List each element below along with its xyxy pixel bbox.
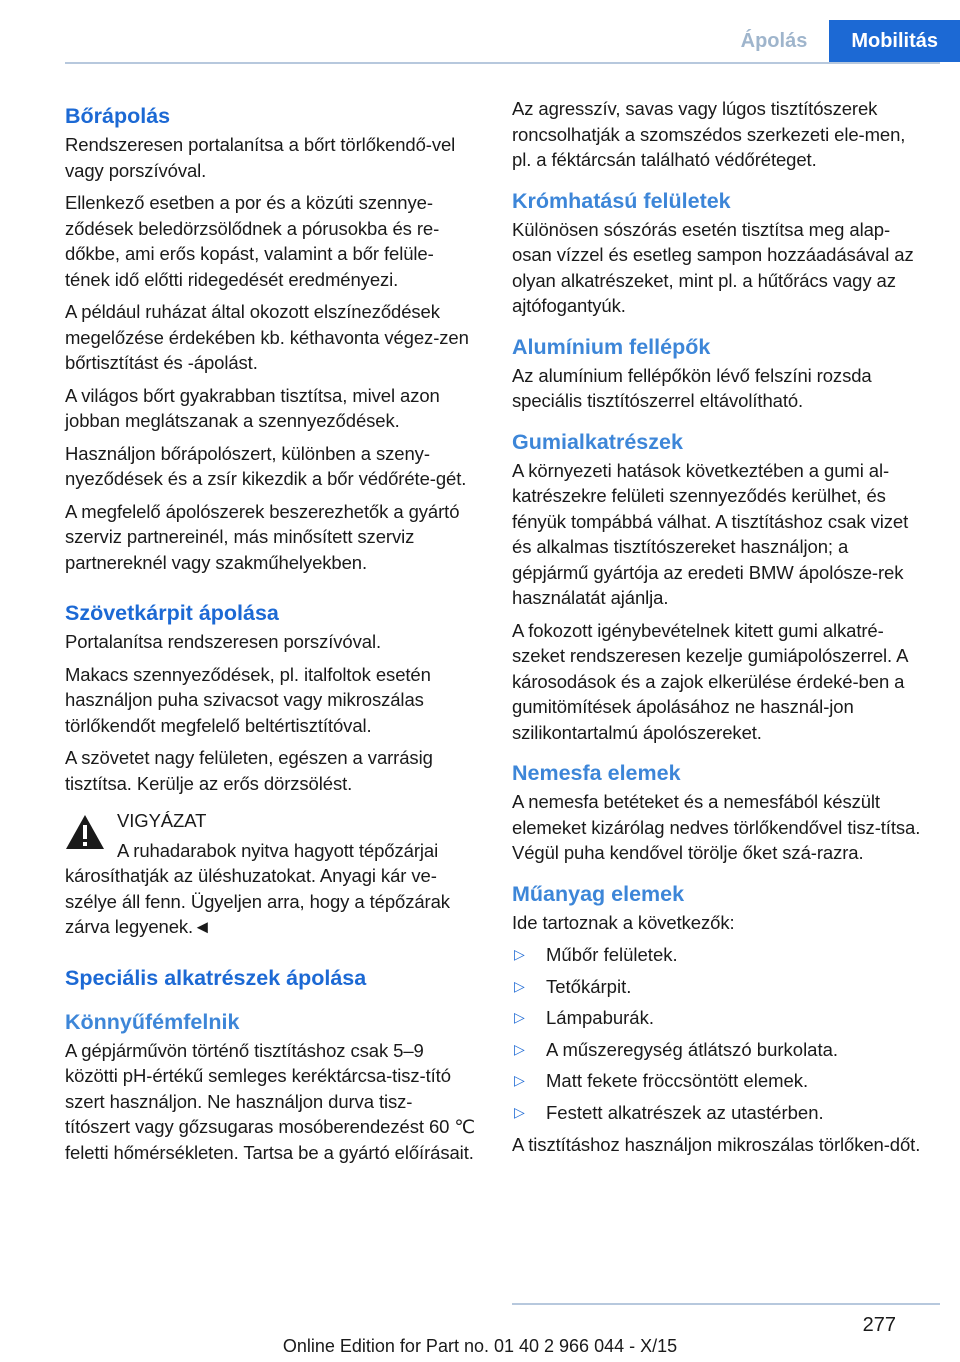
paragraph: Rendszeresen portalanítsa a bőrt törlőkendő-vel vagy porszívóval. (65, 134, 456, 181)
page-number: 277 (862, 1314, 896, 1336)
heading-wood-elements: Nemesfa elemek (512, 761, 681, 785)
left-column (65, 96, 477, 1172)
paragraph: A nemesfa betéteket és a nemesfából készült elemeket kizárólag nedves törlőkendővel tisz-títsa. Végül puha kendővel törölje őket szá-razra. (512, 791, 921, 863)
paragraph: A világos bőrt gyakrabban tisztítsa, mivel azon jobban meglátszanak a szennyeződések. (65, 384, 440, 431)
heading-aluminium-steps: Alumínium fellépők (512, 334, 711, 359)
heading-alloy-wheels: Könnyűfémfelnik (65, 1009, 240, 1034)
tab-apolas[interactable]: Ápolás (719, 20, 830, 62)
warning-text: A ruhadarabok nyitva hagyott tépőzárjai (117, 839, 439, 861)
paragraph: Portalanítsa rendszeresen porszívóval. (65, 631, 382, 652)
list-item: ▷ Festett alkatrészek az utastérben. (512, 1100, 924, 1126)
warning-text: károsíthatják az üléshuzatokat. Anyagi kár ve-szélye áll fenn. Ügyeljen arra, hogy a tépőzárak zárva legyenek.◄ (65, 865, 450, 937)
warning-box (65, 808, 477, 940)
triangle-bullet-icon: ▷ (514, 1040, 525, 1057)
paragraph: A fokozott igénybevételnek kitett gumi alkatré-szeket rendszeresen kezelje gumiápolószerrel. A károsodások és a zajok elkerülése érdeké-ben a gumitömítések ápolásához ne használ-jon szilikontartalmú ápolószereket. (512, 619, 908, 743)
list-item: ▷ Lámpaburák. (512, 1005, 924, 1031)
tab-mobilitas[interactable]: Mobilitás (829, 20, 960, 62)
right-column (512, 96, 924, 1165)
paragraph: Ellenkező esetben a por és a közúti szennye-ződések beledörzsölődnek a pórusokba és re-dőkbe, ami erős kopást, valamint a bőr felüle-tének idő előtti ridegedését eredményezi. (65, 192, 440, 290)
heading-special-parts: Speciális alkatrészek ápolása (65, 965, 367, 990)
footer-divider (512, 1303, 940, 1305)
list-item: ▷ Műbőr felületek. (512, 942, 924, 968)
paragraph: A környezeti hatások következtében a gumi al-katrészekre felületi szennyeződés kerülhet, és fényük tompábbá válhat. A tisztításhoz csak vizet és alkalmas tisztítószereket használjon; a gépjármű gyártója az eredeti BMW ápolósze-rek használatát ajánlja. (512, 459, 909, 608)
heading-fabric-care: Szövetkárpit ápolása (65, 601, 279, 625)
header-divider (65, 62, 940, 64)
edition-line: Online Edition for Part no. 01 40 2 966 044 - X/15 (282, 1336, 678, 1356)
list-item: ▷ A műszeregység átlátszó burkolata. (512, 1037, 924, 1063)
heading-rubber-parts: Gumialkatrészek (512, 429, 683, 454)
paragraph: A szövetet nagy felületen, egészen a varrásig tisztítsa. Kerülje az erős dörzsölést. (65, 747, 433, 794)
heading-plastic-elements: Műanyag elemek (512, 881, 685, 906)
paragraph: A például ruházat által okozott elszíneződések megelőzése érdekében kb. kéthavonta végez-zen bőrtisztítást és -ápolást. (65, 301, 469, 373)
paragraph: Használjon bőrápolószert, különben a szeny-nyeződések és a zsír kikezdik a bőr védőréte-gét. (65, 442, 467, 489)
heading-chrome-surfaces: Krómhatású felületek (512, 188, 731, 213)
paragraph: A gépjárművön történő tisztításhoz csak 5–9 közötti pH-értékű semleges keréktárcsa-tisz-tító szert használjon. Ne használjon durva tisz-títószert vagy gőzsugaras mosóberendezést 60 ℃ feletti hőmérsékleten. Tartsa be a gyártó előírásait. (65, 1039, 476, 1163)
header-tabs (719, 20, 960, 62)
list-item: ▷ Matt fekete fröccsöntött elemek. (512, 1068, 924, 1094)
plastic-elements-list (512, 942, 924, 1125)
triangle-bullet-icon: ▷ (514, 946, 525, 962)
paragraph: Különösen sószórás esetén tisztítsa meg alap-osan vízzel és esetleg sampon hozzáadásával az olyan alkatrészeket, mint pl. a hűtőrács vagy az ajtófogantyúk. (512, 218, 914, 316)
paragraph: A megfelelő ápolószerek beszerezhetők a gyártó szerviz partnereinél, más minősített szerviz partnereknél vagy szakműhelyekben. (65, 500, 460, 573)
paragraph: Az alumínium fellépőkön lévő felszíni rozsda speciális tisztítószerrel eltávolítható. (512, 364, 872, 411)
triangle-bullet-icon: ▷ (514, 1009, 525, 1025)
paragraph: Makacs szennyeződések, pl. italfoltok esetén használjon puha szivacsot vagy mikroszálas törlőkendőt megfelelő beltértisztítóval. (65, 663, 431, 736)
warning-title: VIGYÁZAT (117, 810, 207, 831)
triangle-bullet-icon: ▷ (514, 977, 525, 994)
warning-triangle-icon (65, 814, 105, 850)
paragraph: Az agresszív, savas vagy lúgos tisztítószerek roncsolhatják a szomszédos szerkezeti ele-men, pl. a féktárcsán található védőréteget. (512, 98, 906, 170)
triangle-bullet-icon: ▷ (514, 1072, 525, 1088)
triangle-bullet-icon: ▷ (514, 1103, 525, 1120)
list-item: ▷ Tetőkárpit. (512, 974, 924, 1000)
paragraph: Ide tartoznak a következők: (512, 911, 735, 933)
paragraph: A tisztításhoz használjon mikroszálas törlőken-dőt. (512, 1134, 921, 1155)
heading-leather-care: Bőrápolás (65, 104, 171, 128)
